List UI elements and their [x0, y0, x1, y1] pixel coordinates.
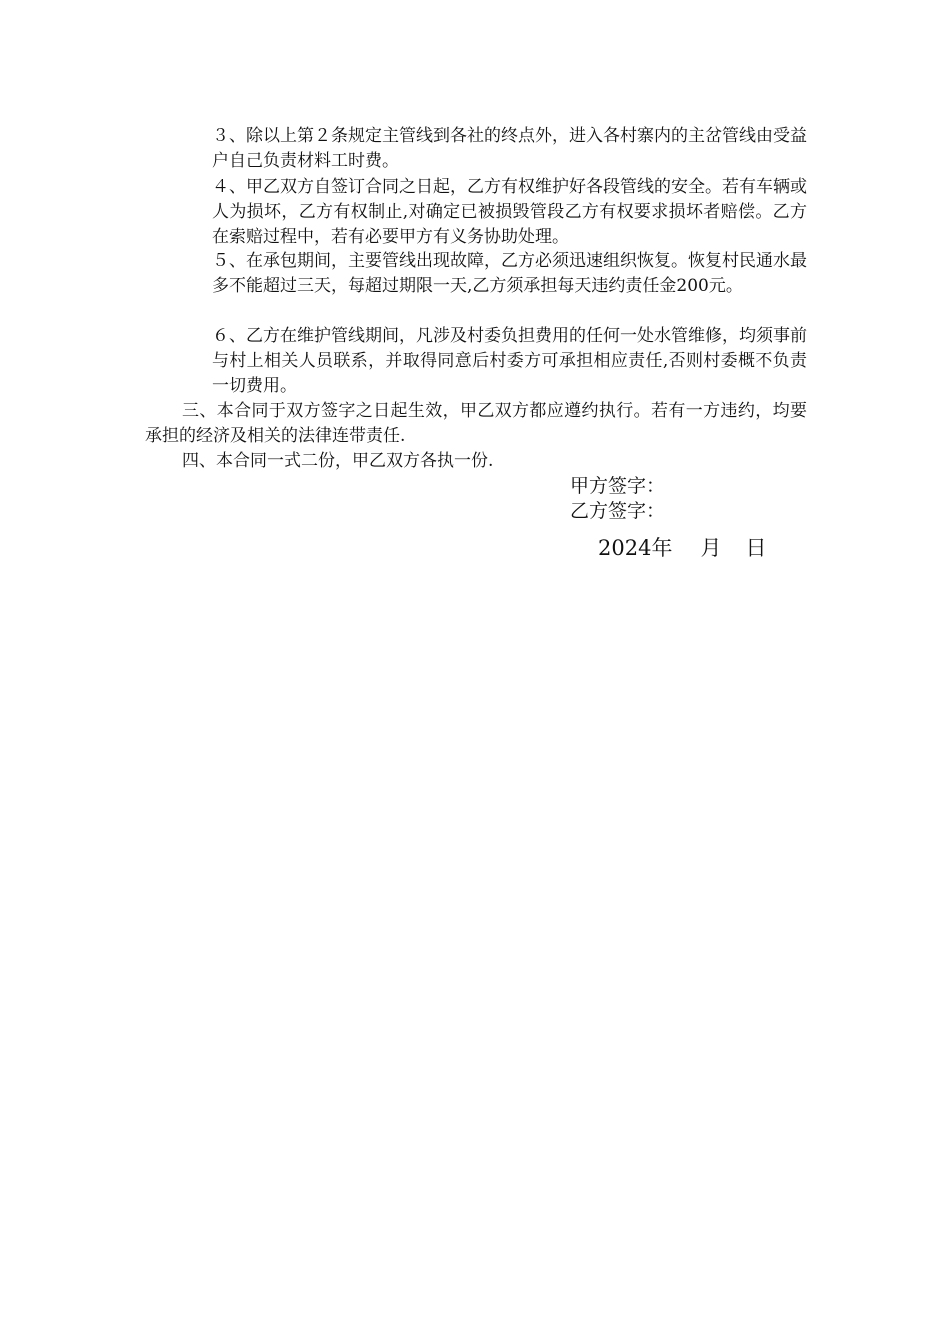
clause-5: ５、在承包期间，主要管线出现故障，乙方必须迅速组织恢复。恢复村民通水最多不能超过三天，每超过期限一天,乙方须承担每天违约责任金200元。	[212, 251, 807, 296]
date-day: 日	[745, 536, 767, 560]
date-year: 2024年	[598, 536, 673, 560]
clause-3: ３、除以上第２条规定主管线到各社的终点外，进入各村寨内的主岔管线由受益户自己负责材料工时费。	[212, 126, 807, 171]
party-b-signature-label: 乙方签字：	[570, 500, 666, 522]
party-a-signature-label: 甲方签字：	[570, 475, 666, 497]
clause-6: ６、乙方在维护管线期间，凡涉及村委负担费用的任何一处水管维修，均须事前与村上相关人员联系，并取得同意后村委方可承担相应责任,否则村委概不负责一切费用。	[212, 326, 807, 396]
date-month: 月	[700, 536, 722, 560]
section-three: 三、本合同于双方签字之日起生效，甲乙双方都应遵约执行。若有一方违约，均要承担的经济及相关的法律连带责任.	[145, 401, 807, 446]
clause-4: ４、甲乙双方自签订合同之日起，乙方有权维护好各段管线的安全。若有车辆或人为损坏，乙方有权制止,对确定已被损毁管段乙方有权要求损坏者赔偿。乙方在索赔过程中，若有必要甲方有义务协助处理。	[212, 177, 807, 247]
section-four: 四、本合同一式二份，甲乙双方各执一份.	[182, 451, 494, 471]
signing-date	[598, 534, 766, 562]
